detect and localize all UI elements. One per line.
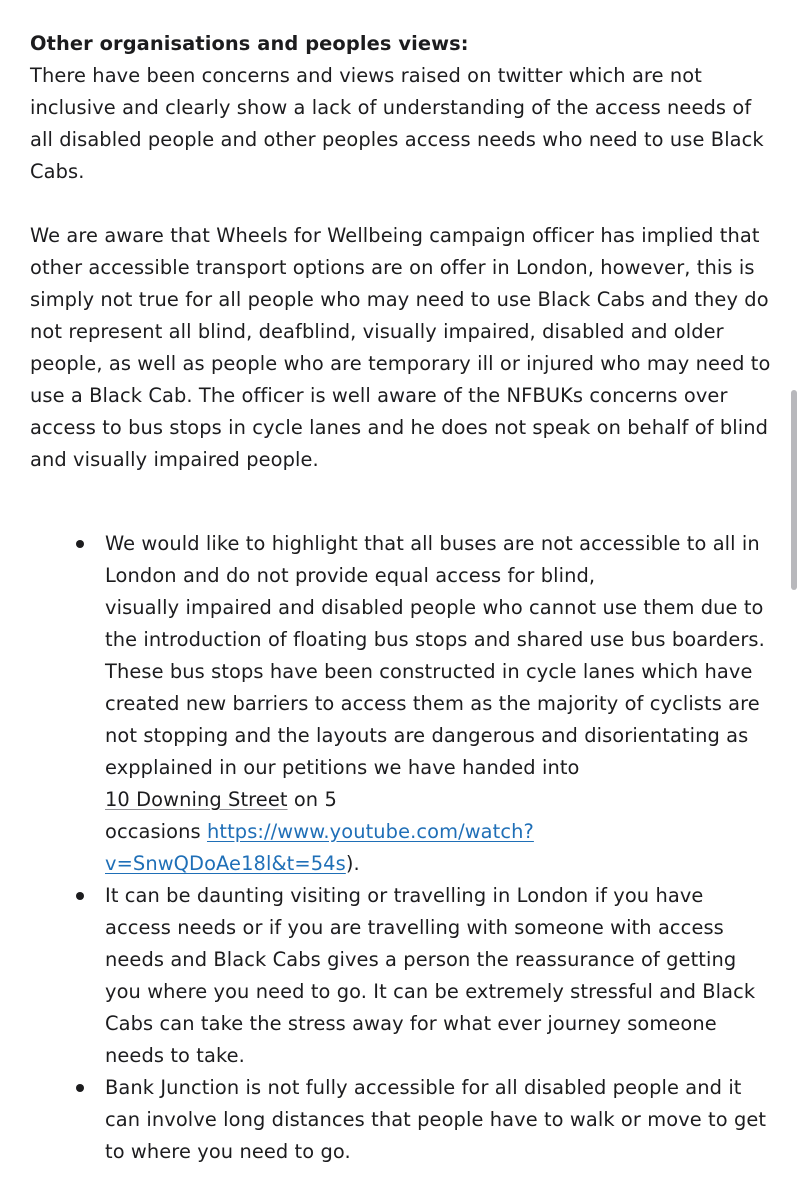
bullet-buses-occasions: occasions: [105, 820, 207, 843]
section-heading: Other organisations and peoples views:: [30, 32, 469, 55]
bullet-item-daunting: [30, 880, 775, 1072]
bullet-daunting-text: It can be daunting visiting or travelling in London if you have access needs or if you are travelling with someone with access needs and Black Cabs gives a person the reassurance of getting you where you need to go. It can be extremely stressful and Black Cabs can take the stress away for what ever journey someone needs to take.: [105, 884, 756, 1067]
bullet-buses-close: ).: [345, 852, 360, 875]
paragraph-twitter-concerns: There have been concerns and views raised on twitter which are not inclusive and clearly show a lack of understanding of the access needs of all disabled people and other peoples access needs who need to use Black Cabs.: [30, 64, 764, 183]
paragraph-wheels-for-wellbeing: We are aware that Wheels for Wellbeing campaign officer has implied that other accessible transport options are on offer in London, however, this is simply not true for all people who may need to use Black Cabs and they do not represent all blind, deafblind, visually impaired, disabled and older people, as well as people who are temporary ill or injured who may need to use a Black Cab. The officer is well aware of the NFBUKs concerns over access to bus stops in cycle lanes and he does not speak on behalf of blind and visually impaired people.: [30, 224, 771, 471]
youtube-link-part-1[interactable]: https://www.youtube.com/watch?: [206, 820, 534, 843]
bullet-dot-icon: [76, 1084, 84, 1092]
downing-street-link[interactable]: 10 Downing Street: [105, 788, 288, 811]
bullet-list: [30, 528, 775, 1168]
bullet-buses-text-2: visually impaired and disabled people who cannot use them due to the introduction of floating bus stops and shared use bus boarders. These bus stops have been constructed in cycle lanes which have created new barriers to access them as the majority of cyclists are not stopping and the layouts are dangerous and disorientating as expplained in our petitions we have handed into: [105, 596, 765, 779]
bullet-dot-icon: [76, 540, 84, 548]
bullet-buses-text-1: We would like to highlight that all buses are not accessible to all in London and do not provide equal access for blind,: [105, 532, 760, 587]
bullet-buses-text-3: on 5: [287, 788, 337, 811]
bullet-bank-junction-text: Bank Junction is not fully accessible for all disabled people and it can involve long distances that people have to walk or move to get to where you need to go.: [105, 1076, 767, 1163]
bullet-item-bank-junction: [30, 1072, 775, 1168]
youtube-link-part-2[interactable]: v=SnwQDoAe18l&t=54s: [105, 852, 346, 875]
document-body: [30, 28, 775, 508]
bullet-dot-icon: [76, 892, 84, 900]
vertical-scrollbar[interactable]: [791, 390, 797, 590]
bullet-item-buses: [30, 528, 775, 880]
